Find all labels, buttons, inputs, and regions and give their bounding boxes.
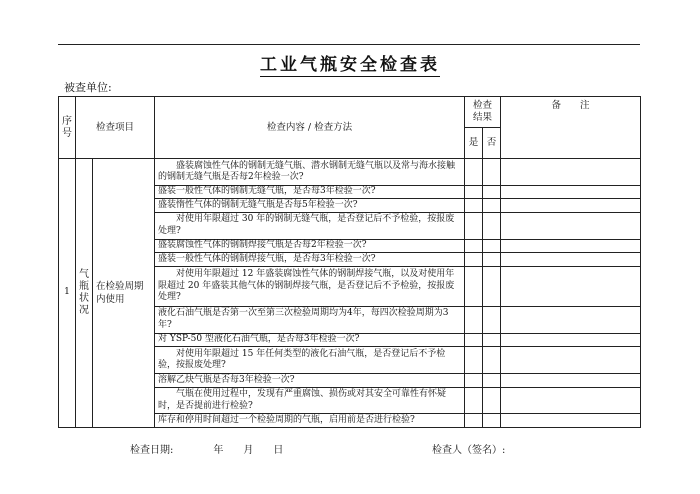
check-content: 溶解乙炔气瓶是否每3年检验一次? xyxy=(155,374,465,387)
remarks-cell[interactable] xyxy=(501,266,641,306)
check-content: 对 YSP-50 型液化石油气瓶，是否每3年检验一次? xyxy=(155,333,465,346)
remarks-cell[interactable] xyxy=(501,374,641,387)
result-no-cell[interactable] xyxy=(483,185,501,198)
inspection-date-label: 检查日期: 年 月 日 xyxy=(130,445,284,456)
result-yes-cell[interactable] xyxy=(465,414,483,428)
remarks-cell[interactable] xyxy=(501,212,641,239)
document-title: 工业气瓶安全检查表 xyxy=(260,55,440,75)
result-yes-cell[interactable] xyxy=(465,374,483,387)
header-no: 否 xyxy=(483,128,501,159)
header-item: 检查项目 xyxy=(76,97,155,159)
result-no-cell[interactable] xyxy=(483,387,501,414)
result-yes-cell[interactable] xyxy=(465,253,483,266)
check-content: 盛装一般性气体的钢制焊接气瓶，是否每3年检验一次? xyxy=(155,253,465,266)
result-yes-cell[interactable] xyxy=(465,347,483,374)
result-no-cell[interactable] xyxy=(483,414,501,428)
result-yes-cell[interactable] xyxy=(465,159,483,186)
result-no-cell[interactable] xyxy=(483,306,501,333)
header-yes: 是 xyxy=(465,128,483,159)
check-content: 对使用年限超过 30 年的钢制无缝气瓶，是否登记后不予检验，按报废处理? xyxy=(155,212,465,239)
remarks-cell[interactable] xyxy=(501,185,641,198)
header-content: 检查内容 / 检查方法 xyxy=(155,97,465,159)
remarks-cell[interactable] xyxy=(501,347,641,374)
result-yes-cell[interactable] xyxy=(465,185,483,198)
check-content: 气瓶在使用过程中，发现有严重腐蚀、损伤或对其安全可靠性有怀疑时，是否提前进行检验? xyxy=(155,387,465,414)
result-yes-cell[interactable] xyxy=(465,387,483,414)
check-content: 库存和停用时间超过一个检验周期的气瓶，启用前是否进行检验? xyxy=(155,414,465,428)
remarks-cell[interactable] xyxy=(501,306,641,333)
result-yes-cell[interactable] xyxy=(465,239,483,252)
check-content: 液化石油气瓶是否第一次至第三次检验周期均为4年，每四次检验周期为3年? xyxy=(155,306,465,333)
remarks-cell[interactable] xyxy=(501,253,641,266)
header-remarks: 备 注 xyxy=(501,97,641,159)
row-category: 气瓶状况 xyxy=(76,159,93,428)
check-content: 盛装腐蚀性气体的钢制无缝气瓶、潜水钢制无缝气瓶以及常与海水接触的钢制无缝气瓶是否每2年检验一次? xyxy=(155,159,465,186)
remarks-cell[interactable] xyxy=(501,333,641,346)
check-content: 盛装一般性气体的钢制无缝气瓶，是否每3年检验一次? xyxy=(155,185,465,198)
result-yes-cell[interactable] xyxy=(465,199,483,212)
table-row xyxy=(59,159,641,186)
check-content: 对使用年限超过 12 年盛装腐蚀性气体的钢制焊接气瓶，以及对使用年限超过 20 年盛装其他气体的钢制焊接气瓶，是否登记后不予检验，按报废处理? xyxy=(155,266,465,306)
check-content: 盛装腐蚀性气体的钢制焊接气瓶是否每2年检验一次? xyxy=(155,239,465,252)
check-content: 盛装惰性气体的钢制无缝气瓶是否每5年检验一次? xyxy=(155,199,465,212)
result-yes-cell[interactable] xyxy=(465,306,483,333)
result-no-cell[interactable] xyxy=(483,266,501,306)
result-yes-cell[interactable] xyxy=(465,266,483,306)
result-no-cell[interactable] xyxy=(483,374,501,387)
remarks-cell[interactable] xyxy=(501,199,641,212)
result-yes-cell[interactable] xyxy=(465,212,483,239)
inspector-signature-label: 检查人（签名）: xyxy=(432,445,506,456)
inspected-unit-label: 被查单位: xyxy=(64,81,112,94)
remarks-cell[interactable] xyxy=(501,387,641,414)
result-no-cell[interactable] xyxy=(483,199,501,212)
header-result: 检查结果 xyxy=(465,97,501,128)
remarks-cell[interactable] xyxy=(501,414,641,428)
remarks-cell[interactable] xyxy=(501,159,641,186)
row-item: 在检验周期内使用 xyxy=(93,159,155,428)
check-content: 对使用年限超过 15 年任何类型的液化石油气瓶，是否登记后不予检验，按报废处理? xyxy=(155,347,465,374)
result-no-cell[interactable] xyxy=(483,159,501,186)
row-seq: 1 xyxy=(59,159,76,428)
remarks-cell[interactable] xyxy=(501,239,641,252)
top-rule xyxy=(58,44,640,45)
result-no-cell[interactable] xyxy=(483,239,501,252)
inspection-table xyxy=(58,96,641,428)
result-yes-cell[interactable] xyxy=(465,333,483,346)
result-no-cell[interactable] xyxy=(483,333,501,346)
result-no-cell[interactable] xyxy=(483,253,501,266)
result-no-cell[interactable] xyxy=(483,212,501,239)
header-seq: 序号 xyxy=(59,97,76,159)
result-no-cell[interactable] xyxy=(483,347,501,374)
